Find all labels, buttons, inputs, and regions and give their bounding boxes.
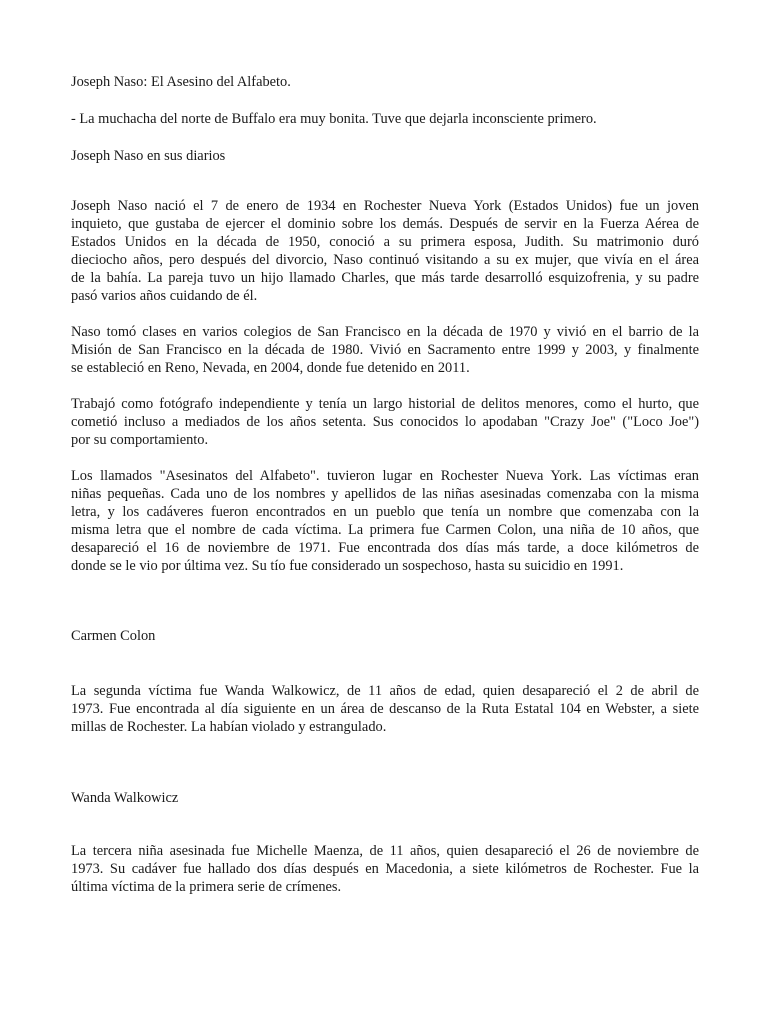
text-line: La segunda víctima fue Wanda Walkowicz, de 11 años de edad, quien desapareció el 2 de abril de <box>71 683 699 699</box>
text-line: Trabajó como fotógrafo independiente y tenía un largo historial de delitos menores, como el hurto, que <box>71 396 699 412</box>
paragraph-alphabet-murders <box>71 467 699 575</box>
text-line: última víctima de la primera serie de crímenes. <box>71 879 342 895</box>
text-line: por su comportamiento. <box>71 432 209 448</box>
text-line: inquieto, que gustaba de ejercer el dominio sobre los demás. Después de servir en la Fuerza Aérea de <box>71 216 699 232</box>
paragraph-third-victim <box>71 842 699 896</box>
paragraph-photographer <box>71 395 699 449</box>
text-line: Estados Unidos en la década de 1950, conoció a su primera esposa, Judith. Su matrimonio duró <box>71 234 699 250</box>
text-line: donde se le vio por última vez. Su tío fue considerado un sospechoso, hasta su suicidio en 1991. <box>71 558 624 574</box>
paragraph-residences <box>71 323 699 377</box>
text-line: Los llamados "Asesinatos del Alfabeto". tuvieron lugar en Rochester Nueva York. Las víctimas eran <box>71 468 699 484</box>
text-line: niñas pequeñas. Cada uno de los nombres y apellidos de las niñas asesinadas comenzaba con la misma <box>71 486 699 502</box>
text-line: Joseph Naso nació el 7 de enero de 1934 en Rochester Nueva York (Estados Unidos) fue un joven <box>71 198 699 214</box>
text-line: La tercera niña asesinada fue Michelle Maenza, de 11 años, quien desapareció el 26 de noviembre de <box>71 843 699 859</box>
text-line: de la bahía. La pareja tuvo un hijo llamado Charles, que más tarde desarrolló esquizofrenia, y su padre <box>71 270 699 286</box>
text-line: misma letra que el nombre de cada víctima. La primera fue Carmen Colon, una niña de 10 años, que <box>71 522 699 538</box>
text-line: desapareció el 16 de noviembre de 1971. Fue encontrada dos días más tarde, a doce kilómetros de <box>71 540 699 556</box>
text-line: letra, y los cadáveres fueron encontrados en un pueblo que tenía un nombre que comenzaba con la <box>71 504 699 520</box>
text-line: dieciocho años, pero después del divorcio, Naso continuó visitando a su ex mujer, que vivía en el área <box>71 252 699 268</box>
quote-line: - La muchacha del norte de Buffalo era muy bonita. Tuve que dejarla inconsciente primero. <box>71 111 597 127</box>
text-line: 1973. Su cadáver fue hallado dos días después en Macedonia, a siete kilómetros de Rochester. Fue la <box>71 861 699 877</box>
document-title: Joseph Naso: El Asesino del Alfabeto. <box>71 74 291 90</box>
text-line: Naso tomó clases en varios colegios de San Francisco en la década de 1970 y vivió en el barrio de la <box>71 324 699 340</box>
text-line: pasó varios años cuidando de él. <box>71 288 258 304</box>
text-line: cometió incluso a mediados de los años setenta. Sus conocidos lo apodaban "Crazy Joe" ("Loco Joe") <box>71 414 699 430</box>
text-line: se estableció en Reno, Nevada, en 2004, donde fue detenido en 2011. <box>71 360 470 376</box>
text-line: Misión de San Francisco en la década de 1980. Vivió en Sacramento entre 1999 y 2003, y finalmente <box>71 342 699 358</box>
caption-carmen-colon: Carmen Colon <box>71 628 156 644</box>
diaries-label: Joseph Naso en sus diarios <box>71 148 226 164</box>
caption-wanda-walkowicz: Wanda Walkowicz <box>71 790 179 806</box>
text-line: millas de Rochester. La habían violado y estrangulado. <box>71 719 387 735</box>
text-line: 1973. Fue encontrada al día siguiente en un área de descanso de la Ruta Estatal 104 en Webster, a siete <box>71 701 699 717</box>
paragraph-biography <box>71 197 699 305</box>
paragraph-second-victim <box>71 682 699 736</box>
